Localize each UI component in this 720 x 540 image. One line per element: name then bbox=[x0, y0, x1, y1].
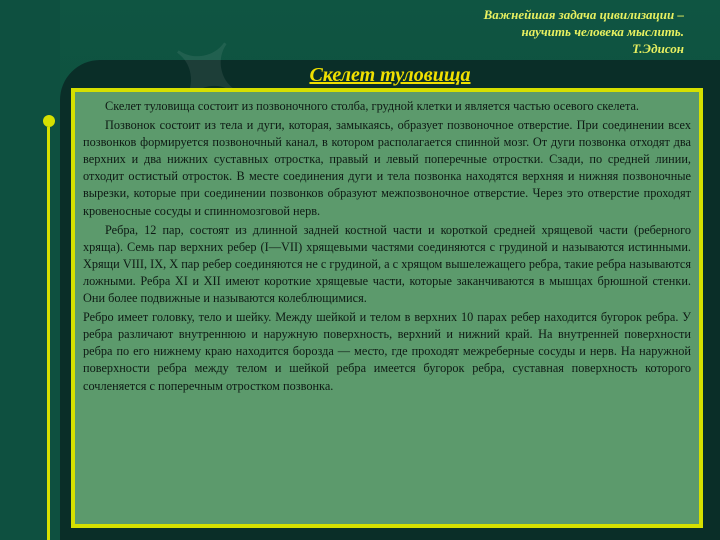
paragraph-intro: Скелет туловища состоит из позвоночного столба, грудной клетки и является частью осевого скелета. bbox=[105, 99, 639, 113]
slide-title: Скелет туловища bbox=[309, 64, 471, 86]
quote-line-2: научить человека мыслить. bbox=[521, 24, 684, 39]
epigraph-quote bbox=[264, 6, 684, 57]
paragraph-ribs: Ребра, 12 пар, состоят из длинной задней костной части и короткой средней хрящевой части (реберного хряща). Семь пар верхних ребер (I—VII) хрящевыми частями соединяются с грудиной и называются истинными. Хрящи VIII, IX, X пар ребер соединяются не с грудиной, а с хрящом вышележащего ребра, такие ребра называются ложными. Ребра XI и XII имеют короткие хрящевые части, которые заканчиваются в мышцах брюшной стенки. Они более подвижные и называются колеблющимися. bbox=[83, 222, 691, 306]
paragraph-rib-structure: Ребро имеет головку, тело и шейку. Между шейкой и телом в верхних 10 парах ребер находится бугорок ребра. У ребра различают внутреннюю и наружную поверхность, верхний и нижний край. На внутренней поверхности ребра по его нижнему краю находится борозда — место, где проходят межреберные сосуды и нерв. На наружной поверхности ребра между телом и шейкой ребра имеется бугорок ребра, суставная поверхность которого сочленяется с поперечным отростком позвонка. bbox=[83, 310, 691, 393]
accent-dot bbox=[43, 115, 55, 127]
quote-line-1: Важнейшая задача цивилизации – bbox=[483, 7, 684, 22]
paragraph-vertebra: Позвонок состоит из тела и дуги, которая, замыкаясь, образует позвоночное отверстие. При соединении всех позвонков формируется позвоночный канал, в котором располагается спинной мозг. От дуги позвонка отходят два верхних и два нижних суставных отростка, правый и левый поперечные отростки. Сзади, по средней линии, отходит остистый отросток. В месте соединения дуги и тела позвонка находятся верхняя и нижняя позвоночные вырезки, которые при соединении позвонков образуют межпозвоночное отверстие. Через это отверстие проходят кровеносные сосуды и спинномозговой нерв. bbox=[83, 118, 691, 218]
content-box bbox=[71, 88, 703, 528]
accent-line bbox=[47, 127, 50, 540]
quote-author: Т.Эдисон bbox=[632, 41, 684, 56]
